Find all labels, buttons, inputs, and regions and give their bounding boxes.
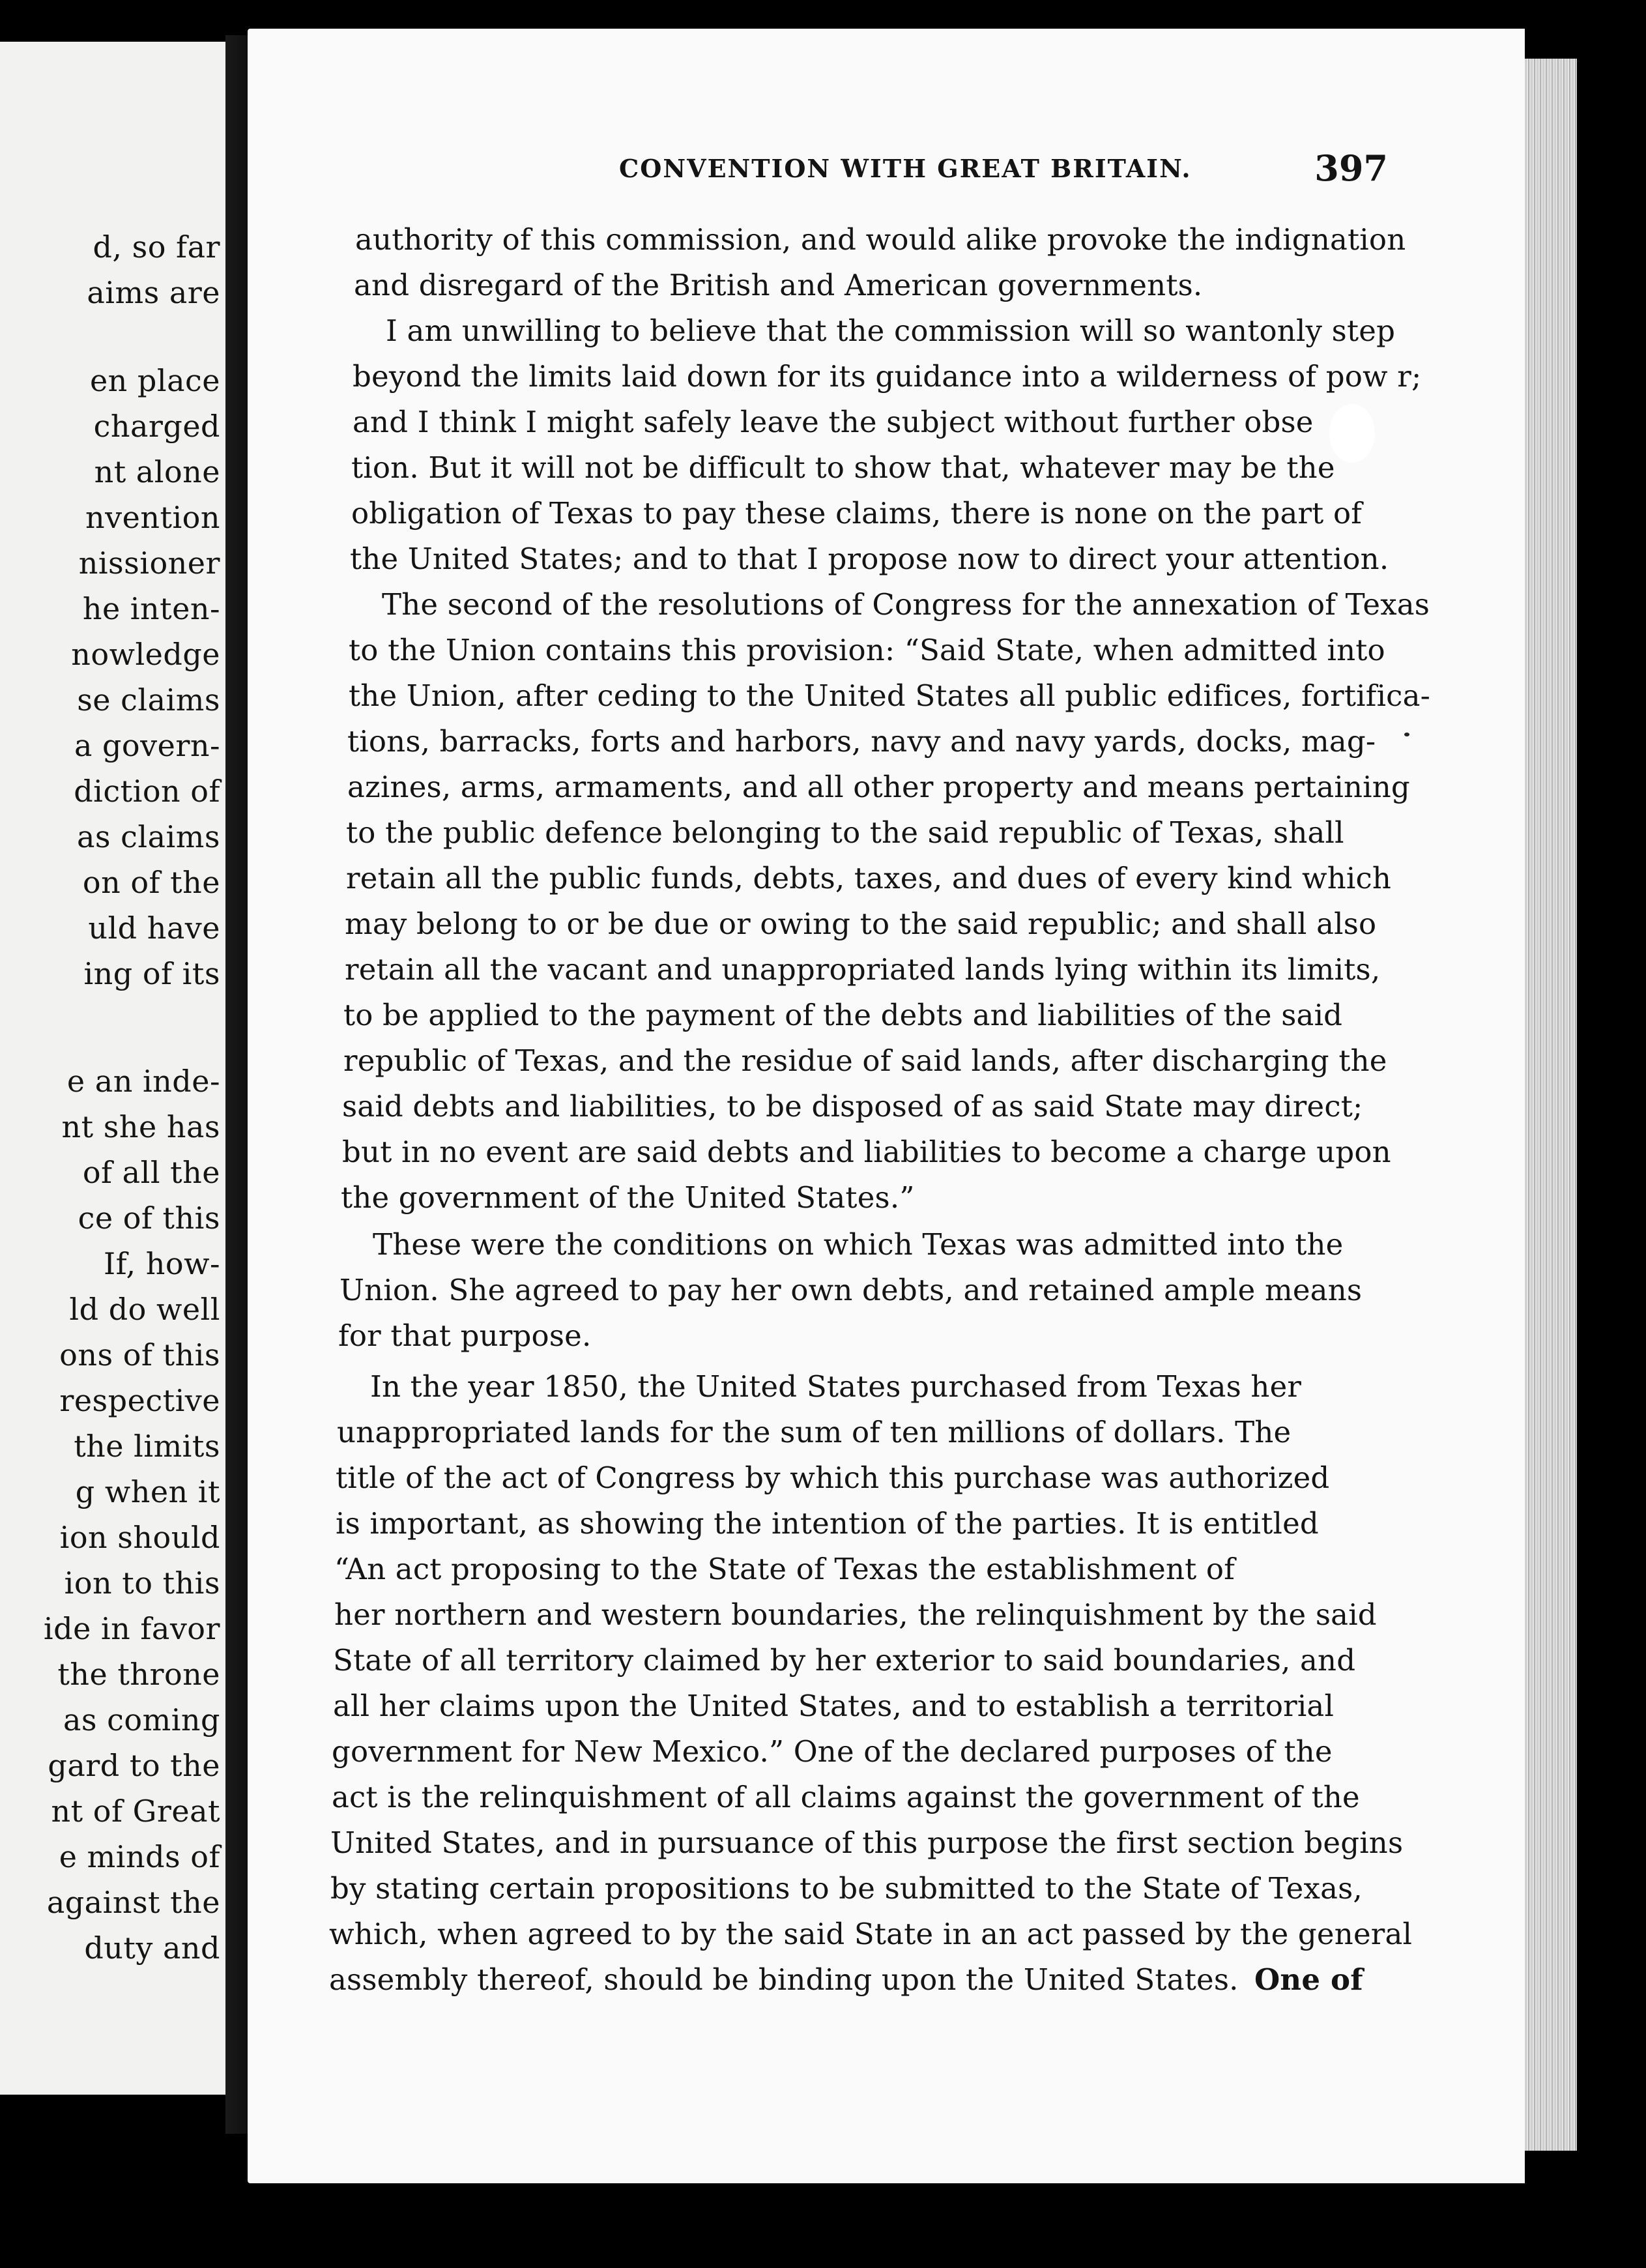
body-line: These were the conditions on which Texas was admitted into the [373,1227,1344,1262]
body-line: obligation of Texas to pay these claims, there is none on the part of [351,496,1363,531]
body-line: may belong to or be due or owing to the said republic; and shall also [345,907,1377,941]
left-page-line: g when it [75,1474,220,1509]
body-line: which, when agreed to by the said State in an act passed by the general [329,1917,1413,1951]
left-page-line: gard to the [48,1748,220,1783]
body-line: beyond the limits laid down for its guidance into a wilderness of pow r; [353,359,1422,394]
page-number: 397 [1314,147,1388,189]
body-line: act is the relinquishment of all claims against the government of the [332,1780,1360,1814]
left-page-line: uld have [88,910,220,946]
left-page-line: ing of its [83,956,220,991]
left-page-line: ons of this [59,1337,220,1373]
body-line: all her claims upon the United States, and to establish a territorial [333,1689,1335,1723]
running-title: CONVENTION WITH GREAT BRITAIN. [619,154,1192,183]
body-line: In the year 1850, the United States purchased from Texas her [370,1369,1302,1404]
body-line: unappropriated lands for the sum of ten millions of dollars. The [337,1415,1292,1449]
left-page-line: ide in favor [43,1611,220,1646]
left-page-fragment [0,42,225,2095]
scan-blemish [1329,404,1375,463]
left-page-line: e an inde- [66,1064,220,1099]
body-line: to the Union contains this provision: “Said State, when admitted into [349,633,1385,667]
left-page-line: duty and [84,1930,220,1966]
body-line: Union. She agreed to pay her own debts, and retained ample means [339,1273,1363,1307]
body-line: by stating certain propositions to be submitted to the State of Texas, [330,1871,1363,1906]
body-line: the government of the United States.” [341,1180,915,1215]
left-page-line: If, how- [103,1246,220,1281]
left-page-line: of all the [82,1155,220,1190]
left-page-line: d, so far [93,229,220,265]
left-page-line: nt alone [94,454,220,489]
left-page-line: a govern- [74,728,220,763]
scan-speck [1404,733,1409,736]
left-page-line: against the [46,1885,220,1920]
body-line: but in no event are said debts and liabilities to become a charge upon [342,1135,1391,1169]
body-line: for that purpose. [338,1318,592,1353]
body-line: to the public defence belonging to the said republic of Texas, shall [346,815,1344,850]
body-line: retain all the public funds, debts, taxes, and dues of every kind which [346,861,1392,895]
body-line: the Union, after ceding to the United States all public edifices, fortifica- [349,678,1431,713]
left-page-line: as coming [63,1702,220,1737]
body-line: I am unwilling to believe that the commission will so wantonly step [386,313,1396,348]
left-page-line: charged [93,409,220,444]
left-page-line: nt of Great [51,1794,220,1829]
left-page-line: nowledge [71,637,220,672]
body-line: azines, arms, armaments, and all other property and means pertaining [347,770,1410,804]
left-page-line: respective [59,1383,220,1418]
body-line: republic of Texas, and the residue of said lands, after discharging the [343,1043,1387,1078]
body-line: assembly thereof, should be binding upon the United States. [329,1962,1239,1997]
left-page-line: se claims [77,682,220,718]
left-page-line: nvention [85,500,220,535]
body-line: her northern and western boundaries, the relinquishment by the said [334,1597,1377,1632]
body-line: State of all territory claimed by her exterior to said boundaries, and [333,1643,1356,1678]
body-line: government for New Mexico.” One of the declared purposes of the [332,1734,1333,1769]
left-page-line: the throne [57,1657,220,1692]
left-page-line: diction of [74,774,220,809]
body-line: United States, and in pursuance of this purpose the first section begins [330,1825,1404,1860]
left-page-line: as claims [77,819,220,854]
left-page-line: ld do well [69,1292,220,1327]
body-line: said debts and liabilities, to be disposed of as said State may direct; [342,1089,1363,1124]
body-line: title of the act of Congress by which this purchase was authorized [336,1461,1330,1495]
left-page-line: nissioner [78,545,220,581]
left-page-line: the limits [74,1429,220,1464]
body-line: “An act proposing to the State of Texas the establishment of [334,1552,1235,1586]
left-page-line: ce of this [78,1200,220,1236]
body-line: tions, barracks, forts and harbors, navy and navy yards, docks, mag- [347,724,1376,759]
page-header [619,147,1388,199]
body-line: and disregard of the British and American governments. [354,268,1203,302]
body-line: tion. But it will not be difficult to show that, whatever may be the [351,450,1335,485]
left-page-line: aims are [87,275,220,310]
body-line: retain all the vacant and unappropriated lands lying within its limits, [345,952,1381,987]
body-line: The second of the resolutions of Congress for the annexation of Texas [382,587,1430,622]
left-page-line: he inten- [82,591,220,626]
left-page-line: ion should [59,1520,220,1555]
left-page-line: ion to this [64,1565,220,1601]
body-line: to be applied to the payment of the debts and liabilities of the said [343,998,1343,1032]
left-page-line: on of the [82,865,220,900]
body-line: the United States; and to that I propose now to direct your attention. [350,542,1389,576]
body-line: authority of this commission, and would alike provoke the indignation [355,222,1406,257]
left-page-line: en place [89,363,220,398]
body-line: is important, as showing the intention of the parties. It is entitled [336,1506,1319,1541]
body-line: and I think I might safely leave the subject without further obse [353,405,1314,439]
body-line-catchword: One of [1254,1962,1363,1997]
left-page-line: e minds of [59,1839,220,1874]
left-page-line: nt she has [61,1109,220,1144]
